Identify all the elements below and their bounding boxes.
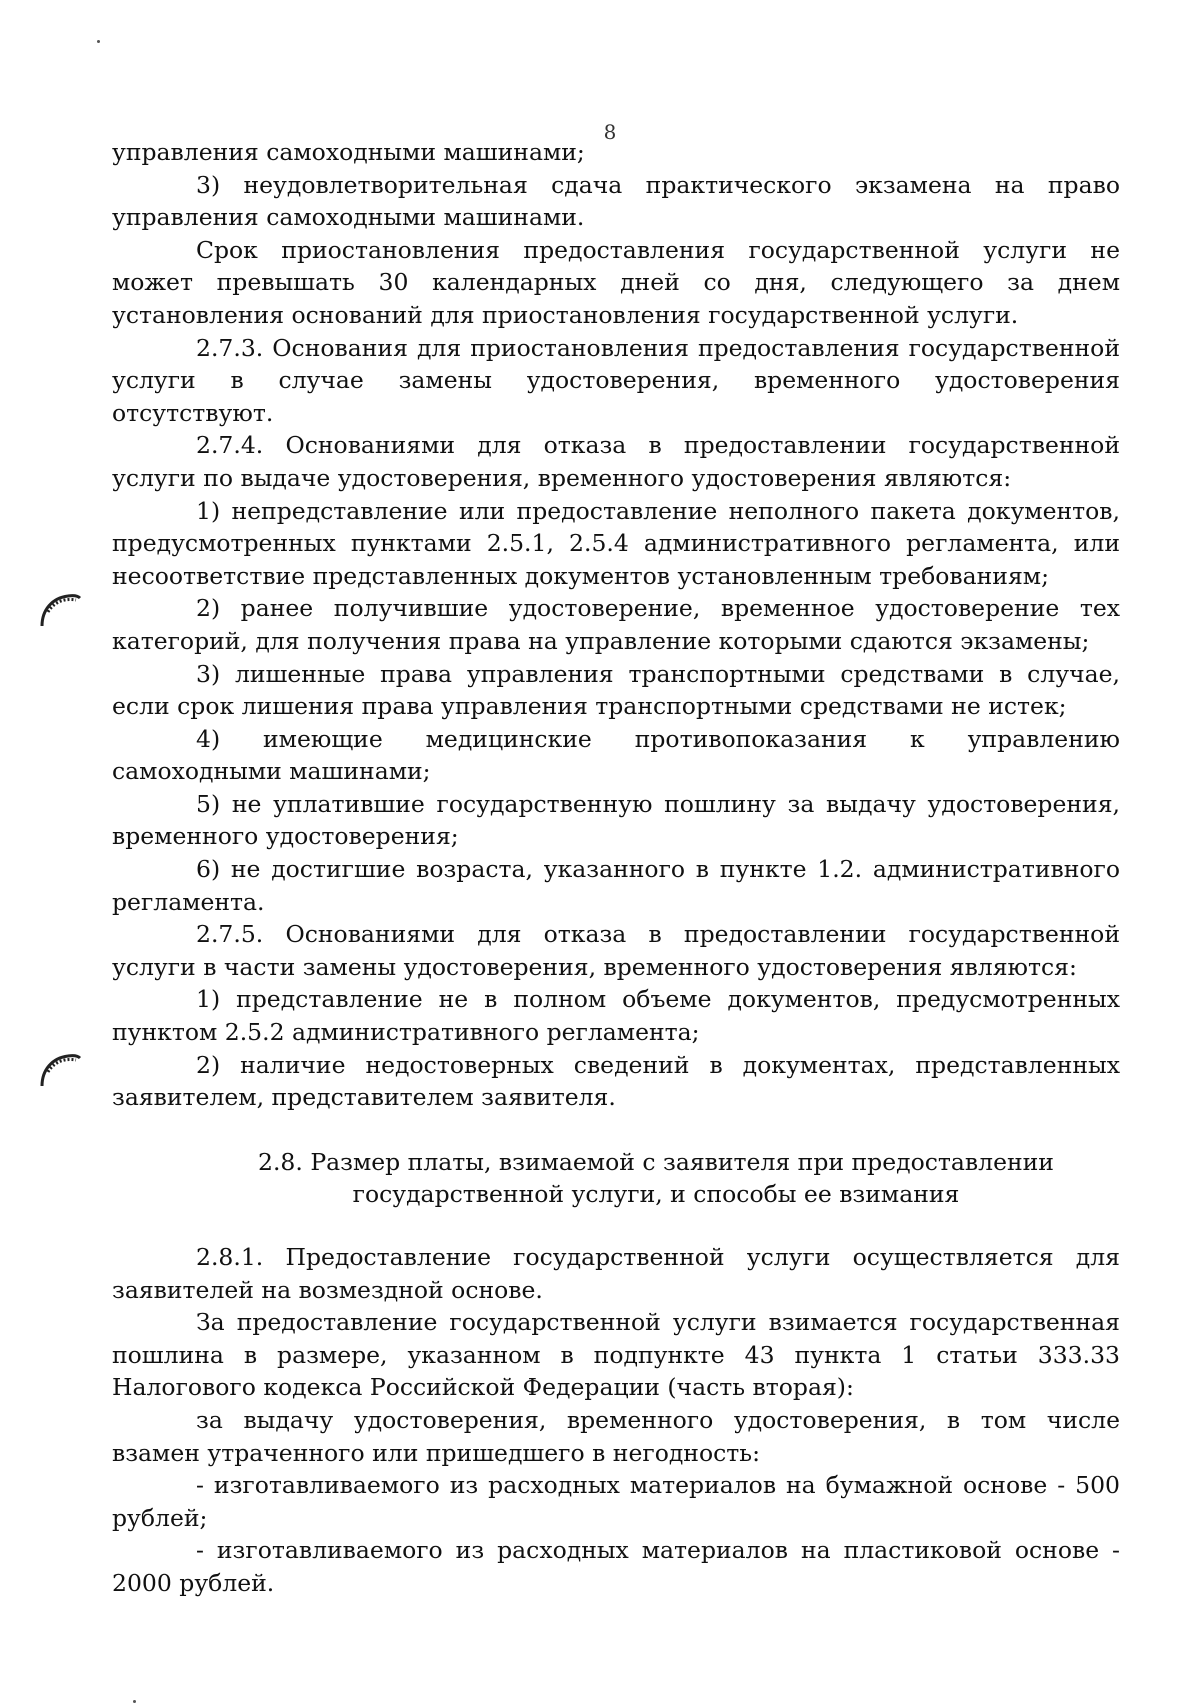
list-item: 4) имеющие медицинские противопоказания к управлению самоходными машинами; (112, 724, 1120, 786)
scan-speck (133, 1700, 136, 1703)
section-heading-line: государственной услуги, и способы ее взимания (352, 1180, 960, 1209)
list-item: - изготавливаемого из расходных материалов на бумажной основе - 500 рублей; (112, 1471, 1120, 1532)
list-item: 1) представление не в полном объеме документов, предусмотренных пунктом 2.5.2 административного регламента; (112, 985, 1120, 1047)
section-heading-line: 2.8. Размер платы, взимаемой с заявителя при предоставлении (258, 1147, 1054, 1176)
paragraph: 2.7.3. Основания для приостановления предоставления государственной услуги в случае замены удостоверения, временного удостоверения отсутствуют. (112, 333, 1120, 427)
list-item: 5) не уплатившие государственную пошлину за выдачу удостоверения, временного удостоверения; (112, 789, 1120, 851)
paragraph: 2.7.4. Основаниями для отказа в предоставлении государственной услуги по выдаче удостоверения, временного удостоверения являются: (112, 431, 1120, 492)
paragraph: 2.8.1. Предоставление государственной услуги осуществляется для заявителей на возмездной основе. (112, 1243, 1120, 1304)
list-item: 1) непредставление или предоставление неполного пакета документов, предусмотренных пунктами 2.5.1, 2.5.4 административного регламента, или несоответствие представленных документов установленным требованиям; (112, 496, 1120, 590)
section-heading (112, 1146, 1120, 1211)
paragraph: за выдачу удостоверения, временного удостоверения, в том числе взамен утраченного или пришедшего в негодность: (112, 1405, 1120, 1467)
list-item: - изготавливаемого из расходных материалов на пластиковой основе - 2000 рублей. (112, 1536, 1120, 1597)
page-number: 8 (603, 120, 617, 144)
list-item: 2) ранее получившие удостоверение, временное удостоверение тех категорий, для получения права на управление которыми сдаются экзамены; (112, 594, 1120, 655)
paragraph: управления самоходными машинами; (112, 138, 585, 166)
paragraph: За предоставление государственной услуги взимается государственная пошлина в размере, указанном в подпункте 43 пункта 1 статьи 333.33 Налогового кодекса Российской Федерации (часть вторая): (112, 1308, 1120, 1402)
list-item: 2) наличие недостоверных сведений в документах, представленных заявителем, представителем заявителя. (112, 1050, 1120, 1112)
paragraph: 3) неудовлетворительная сдача практического экзамена на право управления самоходными машинами. (112, 170, 1120, 232)
document-body (112, 136, 1120, 1600)
punch-hole-icon (38, 1048, 82, 1088)
list-item: 6) не достигшие возраста, указанного в пункте 1.2. административного регламента. (112, 855, 1120, 916)
punch-hole-icon (38, 588, 82, 628)
list-item: 3) лишенные права управления транспортными средствами в случае, если срок лишения права управления транспортными средствами не истек; (112, 659, 1120, 721)
paragraph: Срок приостановления предоставления государственной услуги не может превышать 30 календарных дней со дня, следующего за днем установления оснований для приостановления государственной услуги. (112, 235, 1120, 329)
paragraph: 2.7.5. Основаниями для отказа в предоставлении государственной услуги в части замены удостоверения, временного удостоверения являются: (112, 920, 1120, 981)
scan-speck (97, 40, 100, 43)
